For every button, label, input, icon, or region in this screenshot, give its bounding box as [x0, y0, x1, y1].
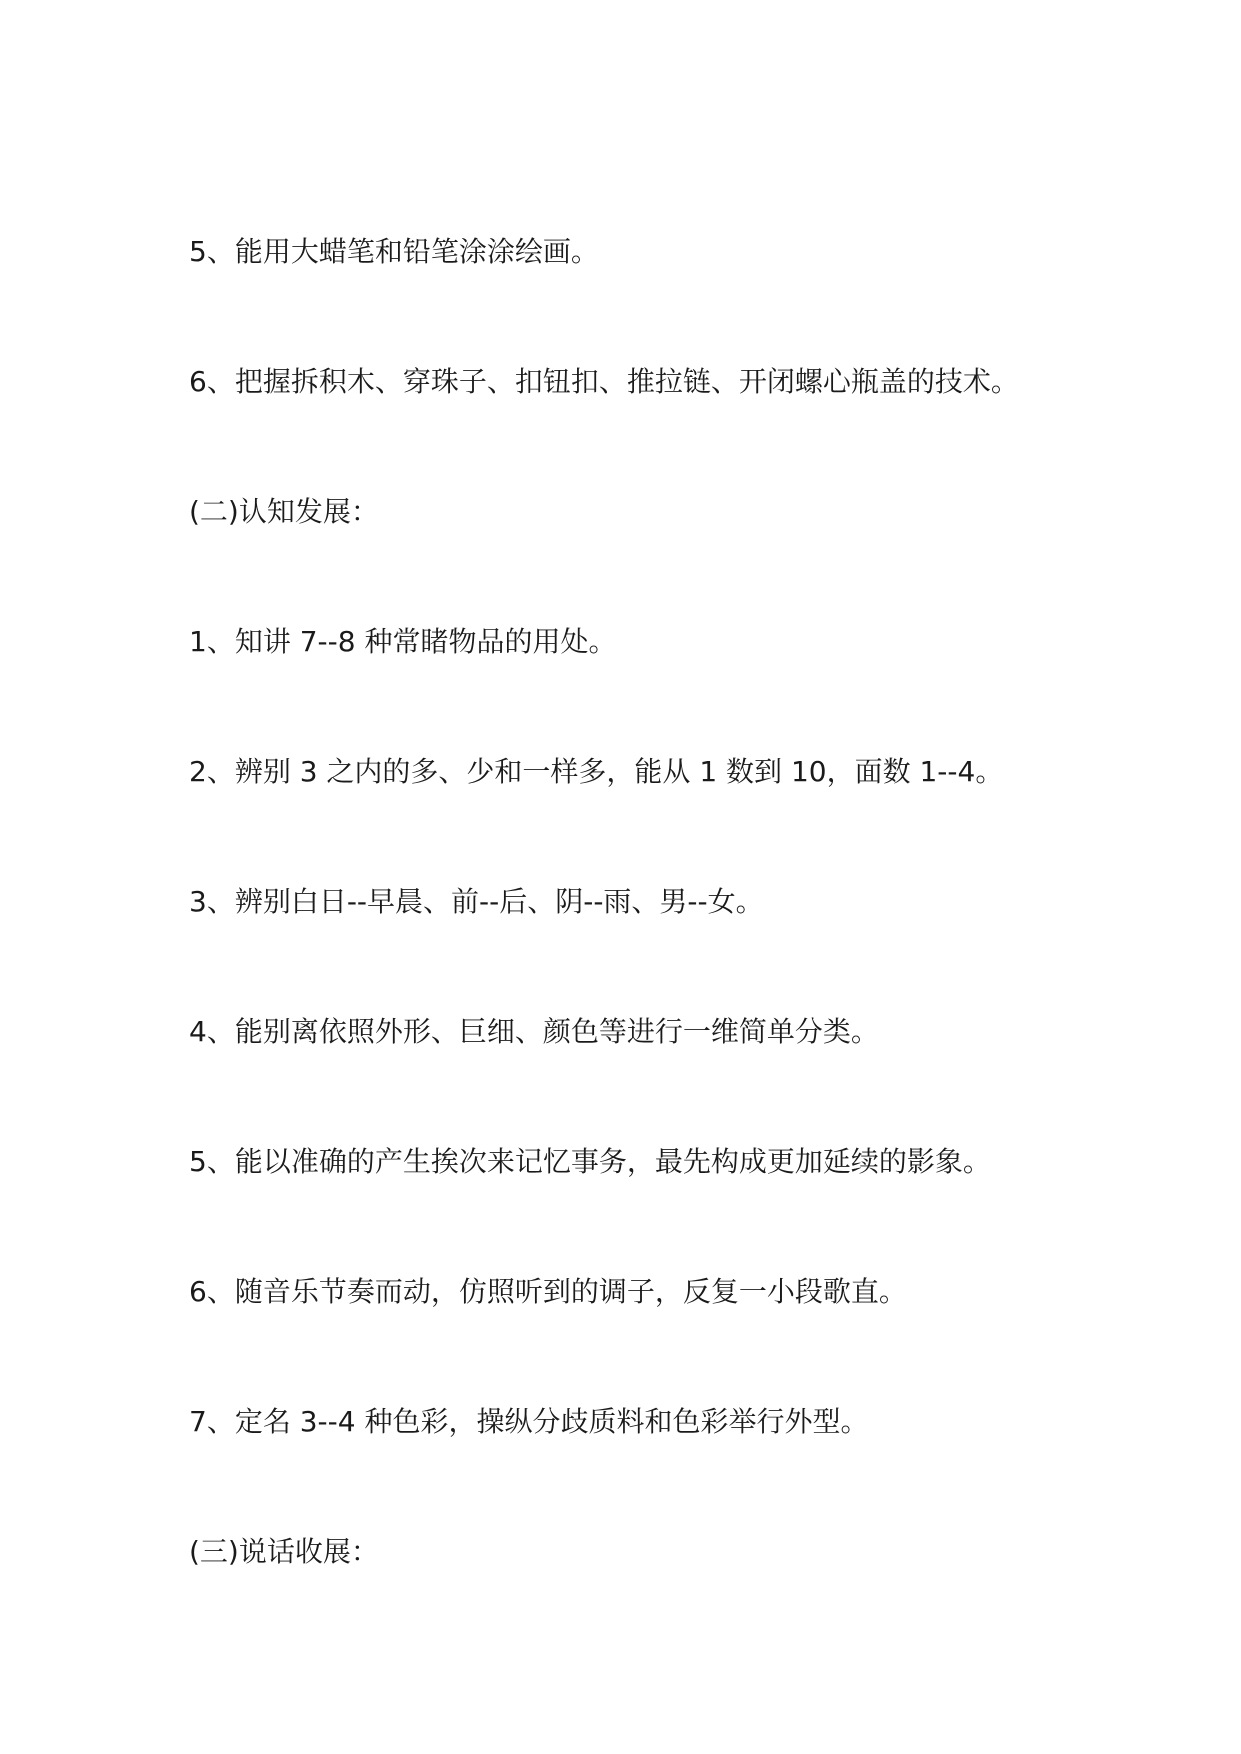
paragraph-item-7-colors: 7、定名 3--4 种色彩，操纵分歧质料和色彩举行外型。: [189, 1405, 869, 1438]
paragraph-item-4-classification: 4、能别离依照外形、巨细、颜色等进行一维简单分类。: [189, 1015, 879, 1048]
section-heading-cognitive: (二)认知发展：: [189, 495, 379, 528]
paragraph-item-6-music: 6、随音乐节奏而动，仿照听到的调子，反复一小段歌直。: [189, 1275, 907, 1308]
paragraph-item-5-drawing: 5、能用大蜡笔和铅笔涂涂绘画。: [189, 235, 599, 268]
paragraph-item-3-opposites: 3、辨别白日--早晨、前--后、阴--雨、男--女。: [189, 885, 764, 918]
paragraph-item-1-objects: 1、知讲 7--8 种常睹物品的用处。: [189, 625, 617, 658]
section-heading-language: (三)说话收展：: [189, 1535, 379, 1568]
paragraph-item-6-fine-motor: 6、把握拆积木、穿珠子、扣钮扣、推拉链、开闭螺心瓶盖的技术。: [189, 365, 1019, 398]
paragraph-item-5-memory: 5、能以准确的产生挨次来记忆事务，最先构成更加延续的影象。: [189, 1145, 991, 1178]
paragraph-item-2-counting: 2、辨别 3 之内的多、少和一样多，能从 1 数到 10，面数 1--4。: [189, 755, 1004, 788]
